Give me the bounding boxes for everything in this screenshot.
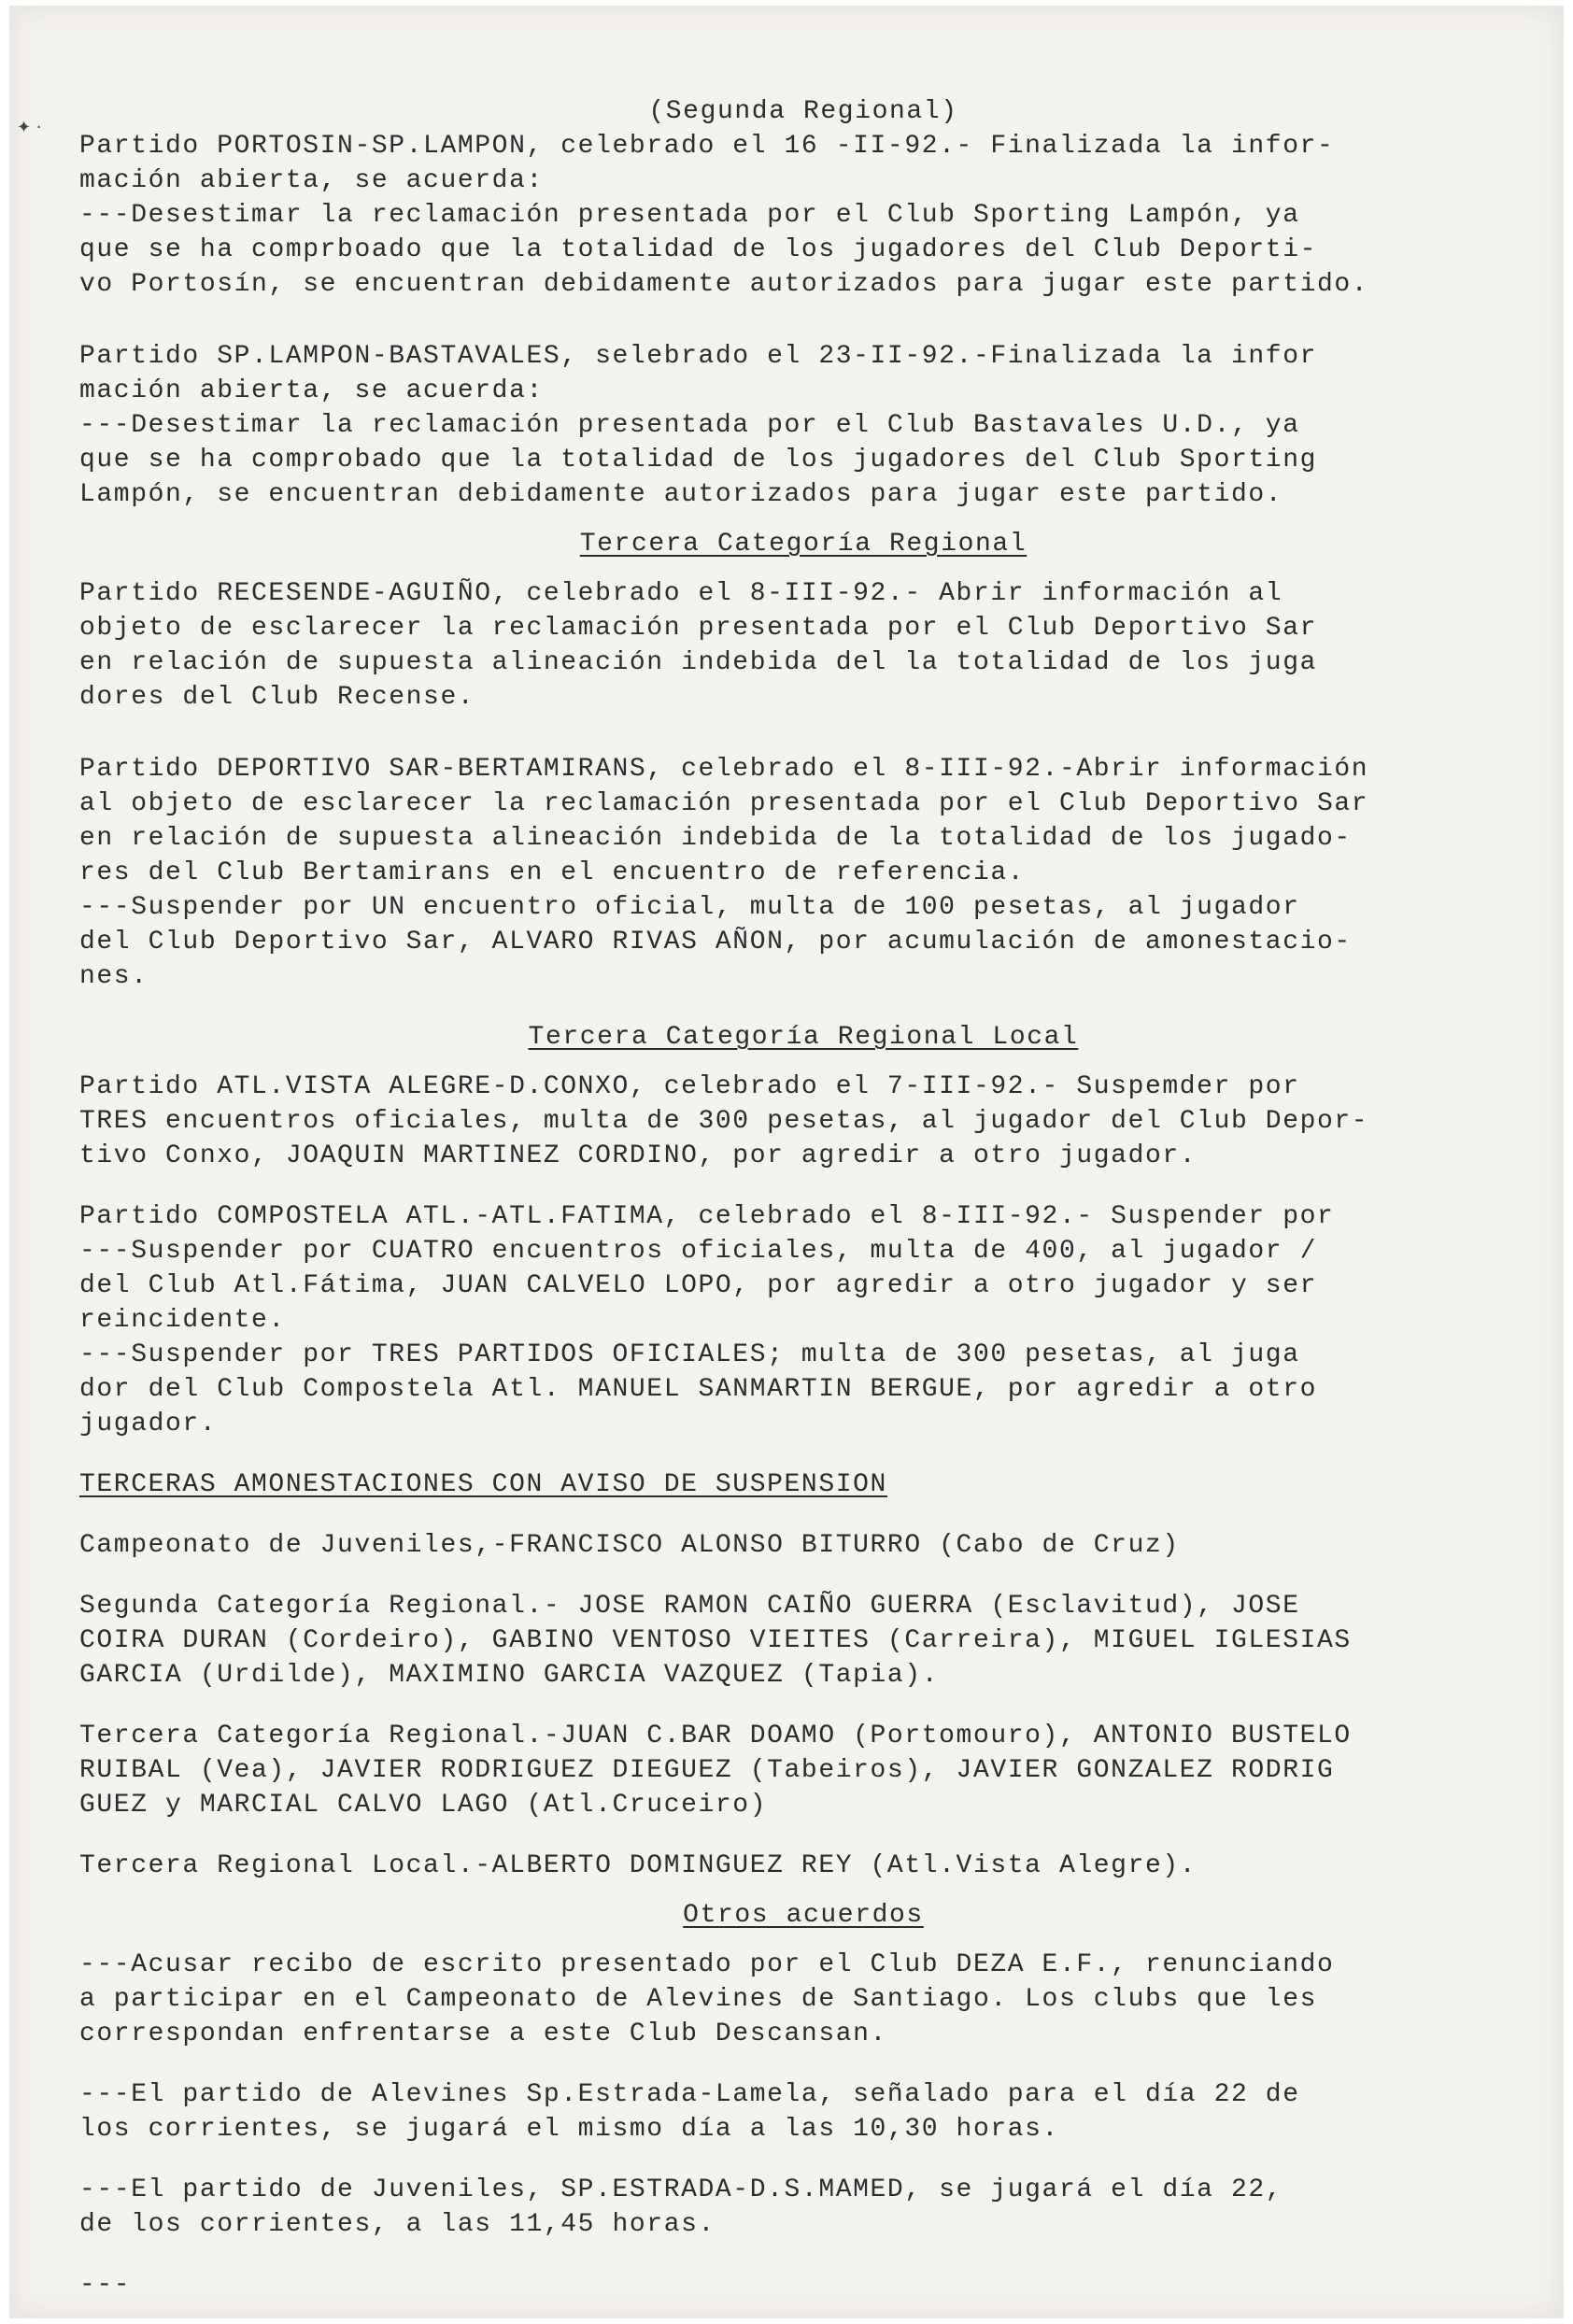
text-line: mación abierta, se acuerda: xyxy=(79,166,544,195)
text-line: tivo Conxo, JOAQUIN MARTINEZ CORDINO, por agredir a otro jugador. xyxy=(79,1141,1197,1170)
text-line: jugador. xyxy=(79,1410,218,1438)
text-line: de los corrientes, a las 11,45 horas. xyxy=(79,2210,716,2239)
heading-segunda-regional: (Segunda Regional) xyxy=(648,97,958,126)
text-line: a participar en el Campeonato de Alevines de Santiago. Los clubs que les xyxy=(79,1985,1317,2014)
text-line: en relación de supuesta alineación indebida de la totalidad de los jugado- xyxy=(79,824,1352,853)
text-line: ---Desestimar la reclamación presentada por el Club Bastavales U.D., ya xyxy=(79,411,1300,440)
paragraph-sar-bertamirans xyxy=(79,752,1527,994)
text-line: del Club Deportivo Sar, ALVARO RIVAS AÑON, por acumulación de amonestacio- xyxy=(79,928,1352,957)
text-line: que se ha comprobado que la totalidad de los jugadores del Club Sporting xyxy=(79,446,1317,475)
margin-mark: ✦ · xyxy=(17,118,42,137)
text-line: ---Suspender por UN encuentro oficial, multa de 100 pesetas, al jugador xyxy=(79,893,1300,922)
typed-page xyxy=(9,6,1564,2318)
text-line: Partido SP.LAMPON-BASTAVALES, selebrado el 23-II-92.-Finalizada la infor xyxy=(79,342,1317,371)
text-line: Campeonato de Juveniles,-FRANCISCO ALONSO BITURRO (Cabo de Cruz) xyxy=(79,1531,1180,1560)
text-line: TRES encuentros oficiales, multa de 300 pesetas, al jugador del Club Depor- xyxy=(79,1107,1369,1136)
paragraph-tercera-local-amonestaciones xyxy=(79,1849,1527,1883)
paragraph-lampon-bastavales xyxy=(79,339,1527,512)
text-line: nes. xyxy=(79,962,149,991)
text-line: mación abierta, se acuerda: xyxy=(79,376,544,405)
paragraph-compostela-fatima xyxy=(79,1199,1527,1441)
text-line: Partido RECESENDE-AGUIÑO, celebrado el 8-III-92.- Abrir información al xyxy=(79,579,1283,608)
text-line: que se ha comprboado que la totalidad de los jugadores del Club Deporti- xyxy=(79,235,1317,264)
text-line: Partido PORTOSIN-SP.LAMPON, celebrado el 16 -II-92.- Finalizada la infor- xyxy=(79,132,1335,161)
paragraph-recesende-aguino xyxy=(79,576,1527,715)
text-line: dor del Club Compostela Atl. MANUEL SANMARTIN BERGUE, por agredir a otro xyxy=(79,1375,1317,1404)
paragraph-portosin-lampon xyxy=(79,129,1527,302)
text-line: los corrientes, se jugará el mismo día a las 10,30 horas. xyxy=(79,2115,1059,2144)
heading-amonestaciones: TERCERAS AMONESTACIONES CON AVISO DE SUSPENSION xyxy=(79,1470,887,1499)
text-line: COIRA DURAN (Cordeiro), GABINO VENTOSO VIEITES (Carreira), MIGUEL IGLESIAS xyxy=(79,1626,1352,1655)
text-line: GUEZ y MARCIAL CALVO LAGO (Atl.Cruceiro) xyxy=(79,1791,768,1820)
text-line: reincidente. xyxy=(79,1306,286,1335)
text-line: ---El partido de Alevines Sp.Estrada-Lamela, señalado para el día 22 de xyxy=(79,2080,1300,2109)
paragraph-deza-renuncia xyxy=(79,1948,1527,2051)
heading-tercera-regional: Tercera Categoría Regional xyxy=(579,530,1027,559)
heading-otros-acuerdos: Otros acuerdos xyxy=(683,1901,924,1930)
text-line: Tercera Regional Local.-ALBERTO DOMINGUEZ REY (Atl.Vista Alegre). xyxy=(79,1851,1197,1880)
text-line: ---Suspender por CUATRO encuentros oficiales, multa de 400, al jugador / xyxy=(79,1237,1317,1266)
paragraph-tercera-amonestaciones xyxy=(79,1719,1527,1822)
paragraph-juveniles-estrada xyxy=(79,2173,1527,2242)
text-line: dores del Club Recense. xyxy=(79,683,475,712)
document-body xyxy=(79,94,1527,2303)
text-line: Tercera Categoría Regional.-JUAN C.BAR DOAMO (Portomouro), ANTONIO BUSTELO xyxy=(79,1722,1352,1750)
closing-dashes: --- xyxy=(79,2271,132,2300)
text-line: res del Club Bertamirans en el encuentro de referencia. xyxy=(79,858,1026,887)
text-line: ---El partido de Juveniles, SP.ESTRADA-D.S.MAMED, se jugará el día 22, xyxy=(79,2175,1283,2204)
text-line: ---Suspender por TRES PARTIDOS OFICIALES; multa de 300 pesetas, al juga xyxy=(79,1340,1300,1369)
text-line: Lampón, se encuentran debidamente autorizados para jugar este partido. xyxy=(79,480,1283,509)
paragraph-juveniles-amonestacion xyxy=(79,1528,1527,1563)
text-line: vo Portosín, se encuentran debidamente autorizados para jugar este partido. xyxy=(79,270,1369,299)
text-line: ---Desestimar la reclamación presentada por el Club Sporting Lampón, ya xyxy=(79,201,1300,230)
text-line: RUIBAL (Vea), JAVIER RODRIGUEZ DIEGUEZ (Tabeiros), JAVIER GONZALEZ RODRIG xyxy=(79,1756,1335,1785)
text-line: GARCIA (Urdilde), MAXIMINO GARCIA VAZQUEZ (Tapia). xyxy=(79,1661,940,1690)
text-line: ---Acusar recibo de escrito presentado por el Club DEZA E.F., renunciando xyxy=(79,1950,1335,1979)
text-line: Partido DEPORTIVO SAR-BERTAMIRANS, celebrado el 8-III-92.-Abrir información xyxy=(79,755,1369,784)
text-line: correspondan enfrentarse a este Club Descansan. xyxy=(79,2019,887,2048)
text-line: al objeto de esclarecer la reclamación presentada por el Club Deportivo Sar xyxy=(79,789,1369,818)
text-line: Partido COMPOSTELA ATL.-ATL.FATIMA, celebrado el 8-III-92.- Suspender por xyxy=(79,1202,1335,1231)
paragraph-alevines-estrada xyxy=(79,2077,1527,2147)
text-line: Partido ATL.VISTA ALEGRE-D.CONXO, celebrado el 7-III-92.- Suspemder por xyxy=(79,1072,1300,1101)
text-line: del Club Atl.Fátima, JUAN CALVELO LOPO, por agredir a otro jugador y ser xyxy=(79,1271,1317,1300)
text-line: Segunda Categoría Regional.- JOSE RAMON CAIÑO GUERRA (Esclavitud), JOSE xyxy=(79,1592,1300,1621)
heading-tercera-regional-local: Tercera Categoría Regional Local xyxy=(528,1023,1079,1052)
text-line: objeto de esclarecer la reclamación presentada por el Club Deportivo Sar xyxy=(79,614,1317,643)
paragraph-segunda-amonestaciones xyxy=(79,1589,1527,1693)
text-line: en relación de supuesta alineación indebida del la totalidad de los juga xyxy=(79,648,1317,677)
paragraph-vista-alegre-conxo xyxy=(79,1070,1527,1173)
